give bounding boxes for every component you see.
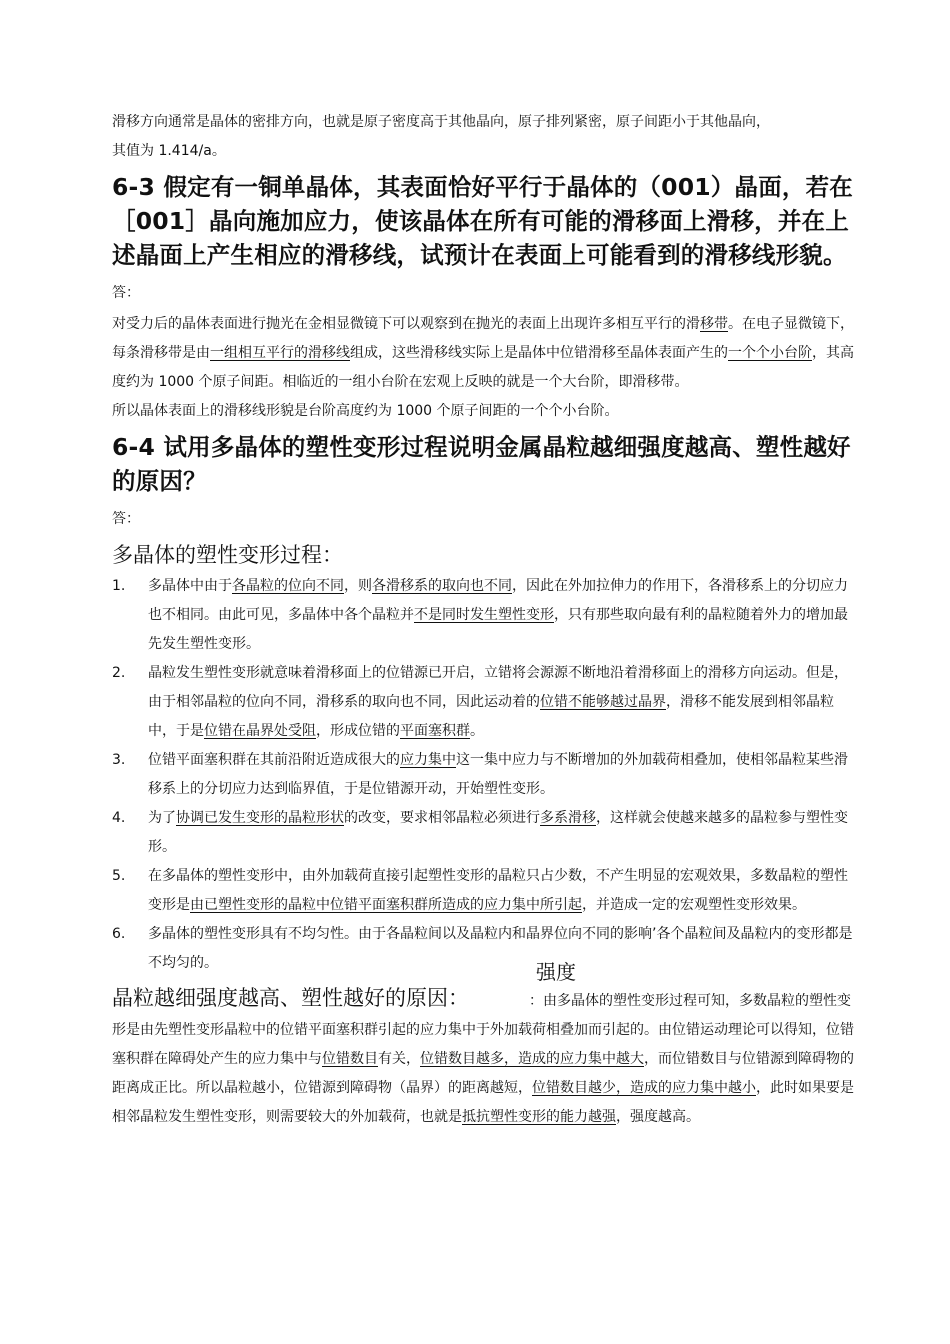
text-run: 在多晶体的塑性变形中，由外加载荷直接引起塑性变形的晶粒只占少数，不产生明显的宏观效果，多数晶粒的塑性变形是 bbox=[148, 868, 848, 913]
text-run: 晶粒发生塑性变形就意味着滑移面上的位错源已开启，立错将会源源不断地沿着滑移面上的滑移方向运动。但是，由于相邻晶粒的位向不同，滑移系的取向也不同，因此运动着的 bbox=[148, 665, 848, 710]
document-page bbox=[112, 108, 858, 1132]
answer-6-3-paragraph-1 bbox=[112, 310, 858, 397]
strength-label: 强度 bbox=[536, 960, 576, 984]
text-run: 这一集中应力与不断增加的外加载荷相叠加，使相邻晶粒某些滑移系上的分切应力达到临界值，于是位错源开动，开始塑性变形。 bbox=[148, 752, 848, 797]
text-run: 对受力后的晶体表面进行抛光在金相显微镜下可以观察到在抛光的表面上出现许多相互平行的滑 bbox=[112, 316, 700, 332]
underlined-term: 位错不能够越过晶界 bbox=[540, 694, 666, 710]
list-item bbox=[112, 862, 858, 920]
underlined-term: 各滑移系的取向也不同 bbox=[372, 578, 512, 594]
answer-label-6-3: 答： bbox=[112, 285, 140, 301]
deformation-steps-list bbox=[112, 572, 858, 978]
list-number: 4. bbox=[112, 810, 126, 826]
text-run: ，则 bbox=[344, 578, 372, 594]
underlined-term: 一个个小台阶 bbox=[728, 345, 812, 361]
underlined-term: 位错数目越多，造成的应力集中越大 bbox=[420, 1051, 644, 1067]
text-run: 多晶体中由于 bbox=[148, 578, 232, 594]
text-run: ，并造成一定的宏观塑性变形效果。 bbox=[582, 897, 806, 913]
underlined-term: 位错数目 bbox=[322, 1051, 378, 1067]
reason-heading: 晶粒越细强度越高、塑性越好的原因： bbox=[112, 986, 469, 1010]
text-run: ，此时如果要是相邻晶粒发生塑性变形，则需要较大的外加载荷，也就是 bbox=[112, 1080, 854, 1125]
underlined-term: 一组相互平行的滑移线 bbox=[210, 345, 350, 361]
list-item bbox=[112, 572, 858, 659]
text-run: ，因此在外加拉伸力的作用下，各滑移系上的分切应力也不相同。由此可见，多晶体中各个晶粒并 bbox=[148, 578, 848, 623]
question-6-3-title: 6-3 假定有一铜单晶体，其表面恰好平行于晶体的（001）晶面，若在［001］晶向施加应力，使该晶体在所有可能的滑移面上滑移，并在上述晶面上产生相应的滑移线，试预计在表面上可能看到的滑移线形貌。 bbox=[112, 173, 853, 269]
list-item bbox=[112, 920, 858, 978]
underlined-term: 多系滑移 bbox=[540, 810, 596, 826]
answer-label-6-4: 答： bbox=[112, 511, 140, 527]
underlined-term: 平面塞积群 bbox=[400, 723, 470, 739]
text-run: ：由多晶体的塑性变形过程可知，多数晶粒的塑性变形是由先塑性变形晶粒中的位错平面塞积群引起的应力集中于外加载荷相叠加而引起的。由位错运动理论可以得知，位错塞积群在障碍处产生的应力集中与 bbox=[112, 993, 854, 1067]
underlined-term: 位错数目越少，造成的应力集中越小 bbox=[532, 1080, 756, 1096]
underlined-term: 各晶粒的位向不同 bbox=[232, 578, 344, 594]
list-item bbox=[112, 659, 858, 746]
text-run: ，形成位错的 bbox=[316, 723, 400, 739]
list-number: 5. bbox=[112, 868, 126, 884]
text-run: 有关， bbox=[378, 1051, 420, 1067]
list-number: 1. bbox=[112, 578, 126, 594]
text-run: ，滑移不能发展到相邻晶粒中，于是 bbox=[148, 694, 834, 739]
text-run: ，其高度约为 1000 个原子间距。相临近的一组小台阶在宏观上反映的就是一个大台阶，即滑移带。 bbox=[112, 345, 854, 390]
underlined-term: 协调已发生变形的晶粒形状 bbox=[176, 810, 344, 826]
list-number: 6. bbox=[112, 926, 126, 942]
underlined-term: 由已塑性变形的晶粒中位错平面塞积群所造成的应力集中所引起 bbox=[190, 897, 582, 913]
text-run: ，而位错数目与位错源到障碍物的距离成正比。所以晶粒越小，位错源到障碍物（晶界）的距离越短， bbox=[112, 1051, 854, 1096]
text-run: ，只有那些取向最有利的晶粒随着外力的增加最先发生塑性变形。 bbox=[148, 607, 848, 652]
list-number: 2. bbox=[112, 665, 126, 681]
text-run: 。在电子显微镜下，每条滑移带是由 bbox=[112, 316, 854, 361]
text-run: 为了 bbox=[148, 810, 176, 826]
intro-paragraph bbox=[112, 108, 858, 166]
subheading-plastic-deformation: 多晶体的塑性变形过程： bbox=[112, 543, 343, 567]
list-item bbox=[112, 804, 858, 862]
underlined-term: 位错在晶界处受阻 bbox=[204, 723, 316, 739]
underlined-term: 不是同时发生塑性变形 bbox=[414, 607, 554, 623]
answer-6-3-paragraph-2: 所以晶体表面上的滑移线形貌是台阶高度约为 1000 个原子间距的一个个小台阶。 bbox=[112, 403, 619, 419]
reason-paragraph bbox=[112, 984, 858, 1132]
text-run: 。 bbox=[470, 723, 484, 739]
text-run: ，强度越高。 bbox=[616, 1109, 700, 1125]
list-item bbox=[112, 746, 858, 804]
underlined-term: 移带 bbox=[700, 316, 728, 332]
intro-line-1: 滑移方向通常是晶体的密排方向，也就是原子密度高于其他晶向，原子排列紧密，原子间距小于其他晶向， bbox=[112, 114, 770, 130]
underlined-term: 应力集中 bbox=[400, 752, 456, 768]
question-6-4-title: 6-4 试用多晶体的塑性变形过程说明金属晶粒越细强度越高、塑性越好的原因？ bbox=[112, 433, 851, 495]
text-run: ，这样就会使越来越多的晶粒参与塑性变形。 bbox=[148, 810, 848, 855]
underlined-term: 抵抗塑性变形的能力越强 bbox=[462, 1109, 616, 1125]
text-run: 多晶体的塑性变形具有不均匀性。由于各晶粒间以及晶粒内和晶界位向不同的影响’各个晶粒间及晶粒内的变形都是不均匀的。 bbox=[148, 926, 853, 971]
list-number: 3. bbox=[112, 752, 126, 768]
reason-section bbox=[112, 960, 858, 1132]
text-run: 位错平面塞积群在其前沿附近造成很大的 bbox=[148, 752, 400, 768]
intro-line-2: 其值为 1.414/a。 bbox=[112, 143, 226, 159]
text-run: 组成，这些滑移线实际上是晶体中位错滑移至晶体表面产生的 bbox=[350, 345, 728, 361]
text-run: 的改变，要求相邻晶粒必须进行 bbox=[344, 810, 540, 826]
